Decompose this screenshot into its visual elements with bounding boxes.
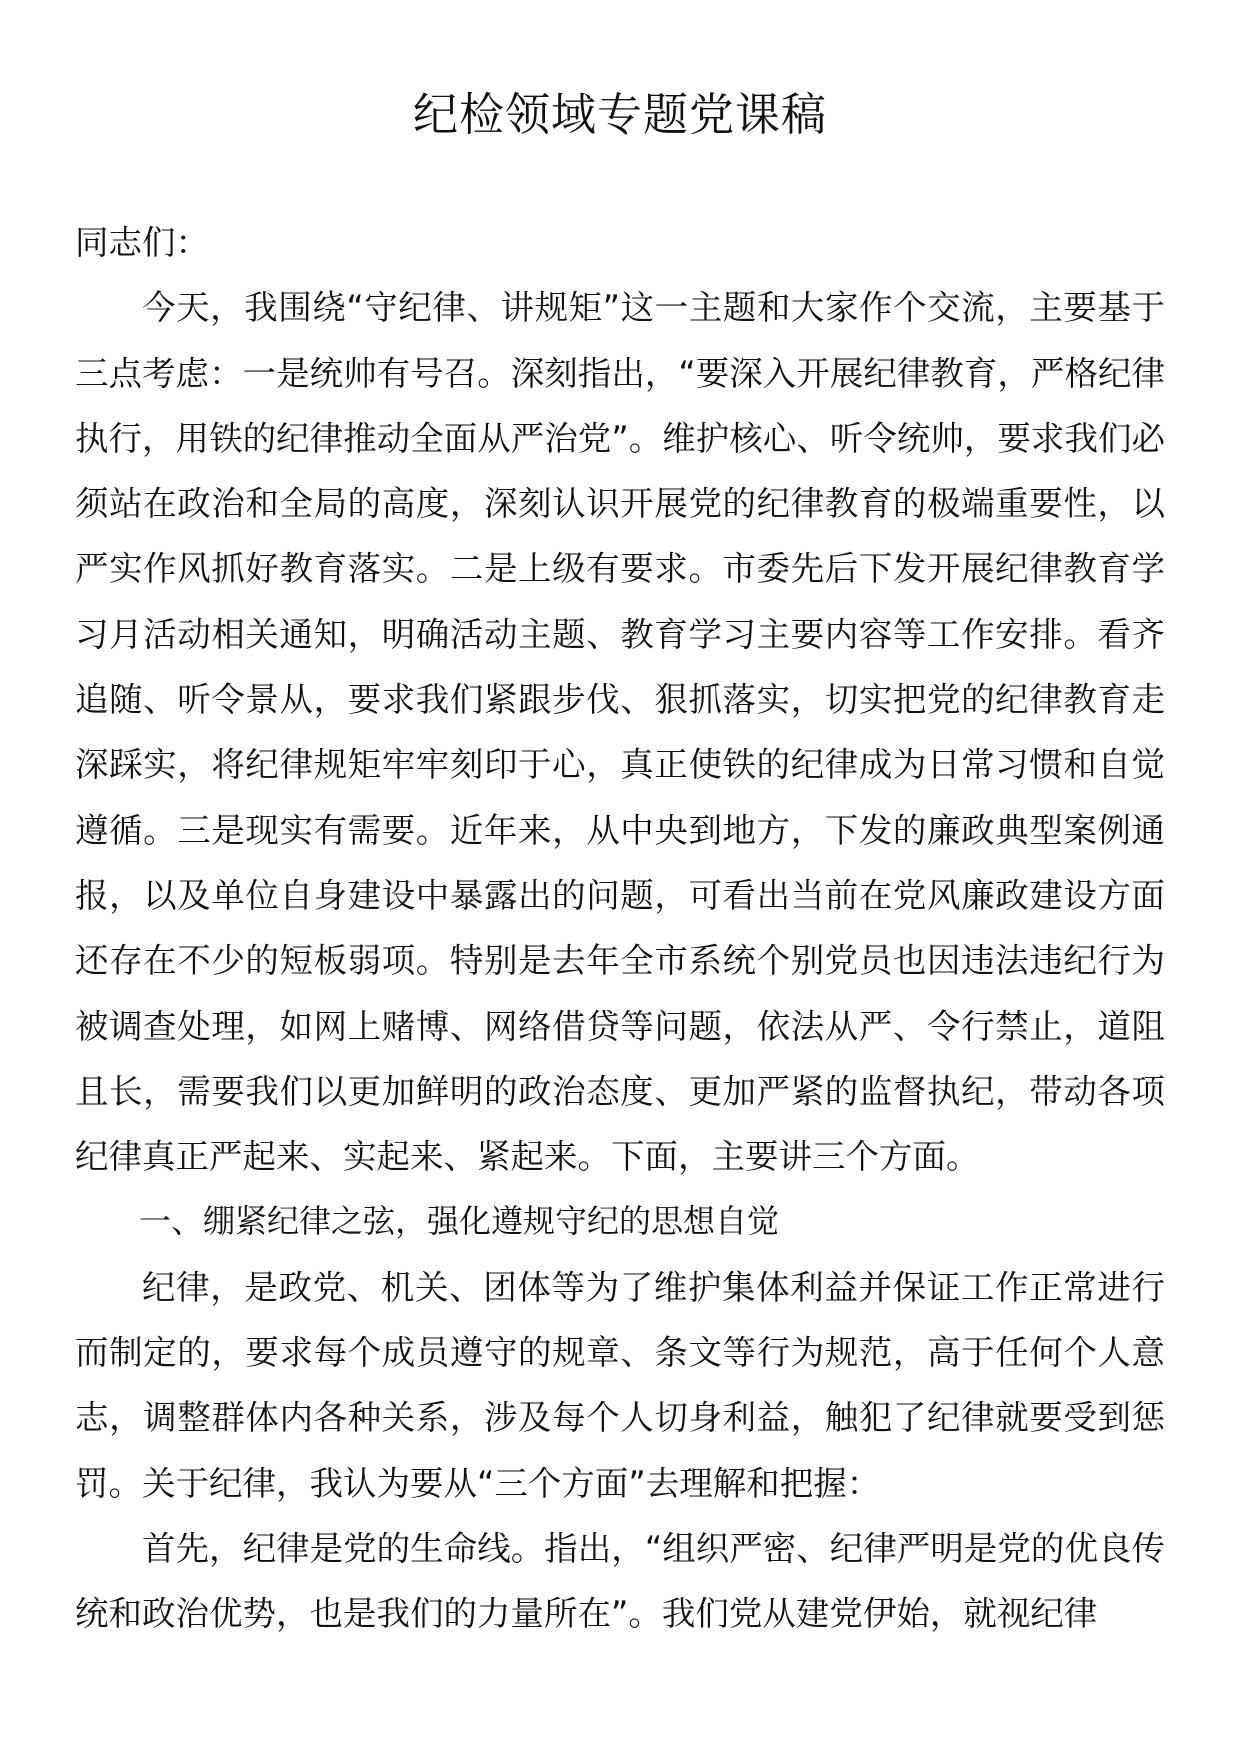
document-title: 纪检领域专题党课稿 bbox=[412, 88, 827, 141]
document-body bbox=[75, 210, 1165, 1647]
intro-paragraph: 今天，我围绕“守纪律、讲规矩”这一主题和大家作个交流，主要基于三点考虑：一是统帅有号召。深刻指出，“要深入开展纪律教育，严格纪律执行，用铁的纪律推动全面从严治党”。维护核心、听令统帅，要求我们必须站在政治和全局的高度，深刻认识开展党的纪律教育的极端重要性，以严实作风抓好教育落实。二是上级有要求。市委先后下发开展纪律教育学习月活动相关通知，明确活动主题、教育学习主要内容等工作安排。看齐追随、听令景从，要求我们紧跟步伐、狠抓落实，切实把党的纪律教育走深踩实，将纪律规矩牢牢刻印于心，真正使铁的纪律成为日常习惯和自觉遵循。三是现实有需要。近年来，从中央到地方，下发的廉政典型案例通报，以及单位自身建设中暴露出的问题，可看出当前在党风廉政建设方面还存在不少的短板弱项。特别是去年全市系统个别党员也因违法违纪行为被调查处理，如网上赌博、网络借贷等问题，依法从严、令行禁止，道阻且长，需要我们以更加鲜明的政治态度、更加严紧的监督执纪，带动各项纪律真正严起来、实起来、紧起来。下面，主要讲三个方面。 bbox=[75, 288, 1165, 1177]
salutation: 同志们： bbox=[75, 223, 209, 262]
section-heading: 一、绷紧纪律之弦，强化遵规守纪的思想自觉 bbox=[139, 1202, 780, 1241]
section-paragraph: 纪律，是政党、机关、团体等为了维护集体利益并保证工作正常进行而制定的，要求每个成员遵守的规章、条文等行为规范，高于任何个人意志，调整群体内各种关系，涉及每个人切身利益，触犯了纪律就要受到惩罚。关于纪律，我认为要从“三个方面”去理解和把握： bbox=[75, 1267, 1165, 1503]
section-paragraph: 首先，纪律是党的生命线。指出，“组织严密、纪律严明是党的优良传统和政治优势，也是我们的力量所在”。我们党从建党伊始，就视纪律 bbox=[75, 1528, 1165, 1634]
